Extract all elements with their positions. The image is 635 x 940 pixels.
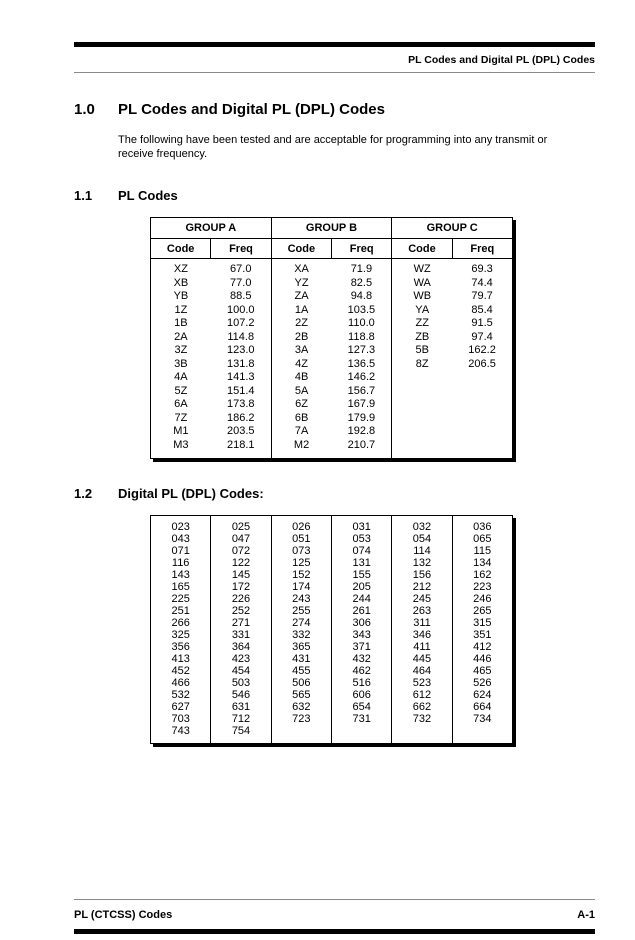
- dpl-code-cell: 712: [211, 713, 271, 725]
- section-1-title: PL Codes and Digital PL (DPL) Codes: [118, 101, 385, 118]
- freq-cell: 74.4: [471, 276, 493, 289]
- table-row: [151, 653, 513, 665]
- dpl-code-cell: 632: [271, 701, 331, 713]
- table-row: [151, 533, 513, 545]
- code-cell: 6A: [174, 398, 188, 410]
- table-row: [151, 641, 513, 653]
- footer-rule-thin: [74, 899, 595, 900]
- code-cell: M3: [173, 438, 189, 451]
- table-row: [151, 398, 513, 412]
- dpl-code-cell: 331: [211, 629, 271, 641]
- code-cell: 6B: [271, 412, 331, 426]
- dpl-code-cell: 165: [171, 581, 190, 593]
- pl-codes-table: [150, 217, 513, 459]
- document-page: [0, 42, 635, 940]
- dpl-code-cell: 065: [452, 533, 512, 545]
- dpl-code-cell: 212: [392, 581, 452, 593]
- dpl-code-cell: 703: [171, 713, 190, 725]
- freq-cell: 151.4: [226, 384, 255, 397]
- dpl-code-cell: 654: [331, 701, 391, 713]
- dpl-code-cell: 454: [211, 665, 271, 677]
- code-cell: WB: [392, 290, 452, 304]
- dpl-code-cell: 351: [452, 629, 512, 641]
- dpl-code-cell: 072: [211, 545, 271, 557]
- code-cell: M2: [271, 439, 331, 459]
- dpl-code-cell: 546: [211, 689, 271, 701]
- dpl-code-cell: 152: [271, 569, 331, 581]
- code-cell: [392, 439, 452, 459]
- dpl-code-cell: 431: [271, 653, 331, 665]
- group-header: GROUP C: [392, 218, 513, 239]
- column-header: Freq: [452, 239, 512, 259]
- code-cell: ZZ: [392, 317, 452, 331]
- code-cell: 4B: [271, 371, 331, 385]
- dpl-code-cell: 251: [171, 605, 190, 617]
- dpl-code-cell: 452: [171, 665, 190, 677]
- dpl-code-cell: 432: [331, 653, 391, 665]
- code-cell: ZB: [392, 331, 452, 345]
- freq-cell: 114.8: [227, 330, 255, 343]
- dpl-code-cell: 226: [211, 593, 271, 605]
- table-row: [151, 385, 513, 399]
- dpl-code-cell: 413: [171, 653, 190, 665]
- column-header: Code: [392, 239, 452, 259]
- code-cell: YZ: [271, 277, 331, 291]
- dpl-code-cell: 734: [452, 713, 512, 725]
- dpl-code-cell: 143: [171, 569, 190, 581]
- table-row: [151, 593, 513, 605]
- table-row: [151, 516, 513, 534]
- dpl-code-cell: [452, 725, 512, 744]
- footer-rule-thick: [74, 929, 595, 934]
- dpl-code-cell: 523: [392, 677, 452, 689]
- column-header: Freq: [331, 239, 391, 259]
- code-cell: 5B: [392, 344, 452, 358]
- dpl-code-cell: 365: [271, 641, 331, 653]
- freq-cell: 67.0: [230, 263, 252, 275]
- dpl-code-cell: 506: [271, 677, 331, 689]
- dpl-code-cell: 423: [211, 653, 271, 665]
- dpl-code-cell: 145: [211, 569, 271, 581]
- dpl-code-cell: 446: [452, 653, 512, 665]
- code-cell: 4A: [174, 371, 188, 383]
- freq-cell: 127.3: [347, 344, 376, 356]
- dpl-code-cell: 205: [331, 581, 391, 593]
- dpl-code-cell: 023: [171, 521, 190, 533]
- footer-title: PL (CTCSS) Codes: [74, 909, 173, 921]
- code-cell: 6Z: [271, 398, 331, 412]
- dpl-code-cell: 036: [452, 516, 512, 534]
- running-header: PL Codes and Digital PL (DPL) Codes: [408, 54, 595, 66]
- dpl-code-cell: 462: [331, 665, 391, 677]
- dpl-code-cell: 255: [271, 605, 331, 617]
- code-cell: [392, 398, 452, 412]
- freq-cell: [452, 412, 512, 426]
- table-row: [151, 713, 513, 725]
- dpl-code-cell: 731: [331, 713, 391, 725]
- dpl-code-cell: 315: [452, 617, 512, 629]
- group-header: GROUP B: [271, 218, 392, 239]
- dpl-code-cell: 332: [271, 629, 331, 641]
- table-row: [151, 545, 513, 557]
- dpl-code-cell: 662: [392, 701, 452, 713]
- dpl-code-cell: 054: [392, 533, 452, 545]
- dpl-code-cell: 503: [211, 677, 271, 689]
- freq-cell: 162.2: [468, 344, 496, 356]
- freq-cell: 146.2: [347, 371, 376, 383]
- code-cell: 4Z: [271, 358, 331, 372]
- code-cell: YB: [173, 290, 189, 302]
- freq-cell: 69.3: [471, 263, 493, 275]
- freq-cell: 79.7: [471, 290, 493, 302]
- table-row: [151, 259, 513, 277]
- dpl-code-cell: 261: [331, 605, 391, 617]
- dpl-code-cell: 325: [171, 629, 190, 641]
- freq-cell: 179.9: [347, 411, 376, 424]
- freq-cell: 107.2: [226, 317, 255, 329]
- dpl-code-cell: 371: [331, 641, 391, 653]
- code-cell: 3A: [271, 344, 331, 358]
- dpl-code-cell: 252: [211, 605, 271, 617]
- section-1-1-title: PL Codes: [118, 188, 178, 203]
- dpl-code-cell: 174: [271, 581, 331, 593]
- section-1-2-heading: [74, 486, 595, 501]
- dpl-codes-table: [150, 515, 513, 744]
- freq-cell: 141.3: [226, 371, 255, 383]
- dpl-code-cell: 025: [211, 516, 271, 534]
- column-header: Code: [151, 239, 211, 259]
- dpl-code-cell: 306: [331, 617, 391, 629]
- table-row: [151, 677, 513, 689]
- freq-cell: 91.5: [471, 317, 493, 329]
- table-row: [151, 277, 513, 291]
- page-number: A-1: [577, 909, 595, 921]
- dpl-code-cell: 631: [211, 701, 271, 713]
- table-row: [151, 605, 513, 617]
- dpl-code-cell: 723: [271, 713, 331, 725]
- freq-cell: [452, 385, 512, 399]
- dpl-code-cell: 263: [392, 605, 452, 617]
- dpl-code-cell: 162: [452, 569, 512, 581]
- code-cell: 7A: [271, 425, 331, 439]
- dpl-code-cell: 245: [392, 593, 452, 605]
- freq-cell: 131.8: [226, 357, 255, 370]
- dpl-code-cell: 122: [211, 557, 271, 569]
- dpl-code-cell: 445: [392, 653, 452, 665]
- dpl-code-cell: 343: [331, 629, 391, 641]
- table-row: [151, 304, 513, 318]
- freq-cell: 218.1: [226, 438, 255, 451]
- dpl-code-cell: 074: [331, 545, 391, 557]
- dpl-code-cell: 627: [171, 701, 190, 713]
- table-row: [151, 344, 513, 358]
- dpl-code-cell: 026: [271, 516, 331, 534]
- freq-cell: 103.5: [347, 303, 376, 316]
- table-row: [151, 629, 513, 641]
- dpl-code-cell: 311: [392, 617, 452, 629]
- freq-cell: 192.8: [347, 425, 376, 437]
- dpl-code-cell: 073: [271, 545, 331, 557]
- dpl-code-cell: 043: [171, 533, 190, 545]
- code-cell: 1A: [271, 304, 331, 318]
- table-row: [151, 371, 513, 385]
- group-header: GROUP A: [151, 218, 272, 239]
- freq-cell: [452, 371, 512, 385]
- column-header: Freq: [211, 239, 271, 259]
- code-cell: ZA: [271, 290, 331, 304]
- freq-cell: [452, 425, 512, 439]
- header-rule-thick: [74, 42, 595, 47]
- dpl-code-cell: 031: [331, 516, 391, 534]
- dpl-codes-table-container: [150, 515, 595, 744]
- pl-codes-table-body: [151, 259, 513, 459]
- dpl-code-cell: 047: [211, 533, 271, 545]
- freq-cell: 173.8: [226, 398, 255, 410]
- table-row: [151, 689, 513, 701]
- code-cell: 8Z: [392, 358, 452, 372]
- dpl-code-cell: 225: [171, 593, 190, 605]
- code-cell: WA: [392, 277, 452, 291]
- code-cell: 7Z: [174, 411, 188, 424]
- dpl-code-cell: [331, 725, 391, 744]
- freq-cell: 82.5: [350, 276, 373, 289]
- dpl-code-cell: 132: [392, 557, 452, 569]
- table-row: [151, 425, 513, 439]
- dpl-code-cell: 412: [452, 641, 512, 653]
- dpl-code-cell: 565: [271, 689, 331, 701]
- freq-cell: 88.5: [230, 290, 252, 302]
- dpl-code-cell: 624: [452, 689, 512, 701]
- code-cell: 2Z: [271, 317, 331, 331]
- freq-cell: 85.4: [471, 303, 493, 316]
- table-row: [151, 701, 513, 713]
- dpl-code-cell: 053: [331, 533, 391, 545]
- freq-cell: 77.0: [230, 276, 252, 289]
- dpl-code-cell: 411: [392, 641, 452, 653]
- code-cell: 3Z: [174, 344, 188, 356]
- table-row: [151, 557, 513, 569]
- table-row: [151, 331, 513, 345]
- freq-cell: 203.5: [226, 425, 255, 437]
- code-cell: [392, 412, 452, 426]
- table-row: [151, 317, 513, 331]
- freq-cell: 97.4: [471, 330, 493, 343]
- code-cell: 2B: [271, 331, 331, 345]
- dpl-code-cell: 131: [331, 557, 391, 569]
- code-cell: 3B: [174, 357, 188, 370]
- table-row: [151, 290, 513, 304]
- dpl-codes-table-body: [151, 516, 513, 744]
- freq-cell: 167.9: [347, 398, 376, 410]
- table-row: [151, 569, 513, 581]
- freq-cell: [452, 398, 512, 412]
- dpl-code-cell: 612: [392, 689, 452, 701]
- intro-paragraph: The following have been tested and are acceptable for programming into any transmit or receive frequency.: [118, 134, 548, 160]
- freq-cell: 71.9: [350, 263, 373, 275]
- dpl-code-cell: 134: [452, 557, 512, 569]
- section-1-1-heading: [74, 188, 595, 203]
- code-cell: XA: [271, 259, 331, 277]
- dpl-code-cell: 364: [211, 641, 271, 653]
- section-1-2-number: 1.2: [74, 486, 93, 501]
- section-1-number: 1.0: [74, 101, 95, 118]
- dpl-code-cell: [392, 725, 452, 744]
- code-cell: [392, 371, 452, 385]
- freq-cell: 110.0: [348, 317, 375, 329]
- table-row: [151, 617, 513, 629]
- freq-cell: 100.0: [226, 303, 255, 316]
- freq-cell: 206.5: [468, 357, 496, 370]
- code-cell: WZ: [392, 259, 452, 277]
- code-cell: 2A: [174, 330, 188, 343]
- table-row: [151, 665, 513, 677]
- freq-cell: 186.2: [226, 411, 255, 424]
- dpl-code-cell: 125: [271, 557, 331, 569]
- page-footer: [74, 899, 595, 934]
- freq-cell: 210.7: [347, 438, 376, 451]
- dpl-code-cell: 156: [392, 569, 452, 581]
- dpl-code-cell: 532: [171, 689, 190, 701]
- section-1-heading: [74, 101, 595, 118]
- table-row: [151, 581, 513, 593]
- freq-cell: 156.7: [347, 384, 376, 397]
- column-header: Code: [271, 239, 331, 259]
- dpl-code-cell: 155: [331, 569, 391, 581]
- dpl-code-cell: [271, 725, 331, 744]
- code-cell: [392, 385, 452, 399]
- code-cell: XB: [173, 276, 189, 289]
- table-row: [151, 725, 513, 744]
- code-cell: YA: [392, 304, 452, 318]
- dpl-code-cell: 114: [392, 545, 452, 557]
- dpl-code-cell: 346: [392, 629, 452, 641]
- header-rule-thin: [74, 72, 595, 73]
- freq-cell: 136.5: [347, 357, 376, 370]
- dpl-code-cell: 032: [392, 516, 452, 534]
- table-row: [151, 358, 513, 372]
- dpl-code-cell: 266: [171, 617, 190, 629]
- dpl-code-cell: 516: [331, 677, 391, 689]
- freq-cell: 123.0: [226, 344, 255, 356]
- dpl-code-cell: 244: [331, 593, 391, 605]
- dpl-code-cell: 274: [271, 617, 331, 629]
- dpl-code-cell: 223: [452, 581, 512, 593]
- dpl-code-cell: 743: [171, 725, 190, 737]
- dpl-code-cell: 271: [211, 617, 271, 629]
- code-cell: XZ: [173, 263, 188, 275]
- dpl-code-cell: 172: [211, 581, 271, 593]
- dpl-code-cell: 356: [171, 641, 190, 653]
- code-cell: 1Z: [174, 303, 188, 316]
- dpl-code-cell: 246: [452, 593, 512, 605]
- table-row: [151, 439, 513, 459]
- code-cell: [392, 425, 452, 439]
- dpl-code-cell: 464: [392, 665, 452, 677]
- dpl-code-cell: 071: [171, 545, 190, 557]
- code-cell: 1B: [174, 317, 188, 329]
- dpl-code-cell: 116: [171, 557, 190, 569]
- section-1-2-title: Digital PL (DPL) Codes:: [118, 486, 264, 501]
- dpl-code-cell: 243: [271, 593, 331, 605]
- dpl-code-cell: 732: [392, 713, 452, 725]
- dpl-code-cell: 051: [271, 533, 331, 545]
- dpl-code-cell: 606: [331, 689, 391, 701]
- pl-codes-table-container: [150, 217, 595, 459]
- table-row: [151, 412, 513, 426]
- code-cell: M1: [173, 425, 189, 437]
- code-cell: 5Z: [174, 384, 188, 397]
- dpl-code-cell: 115: [452, 545, 512, 557]
- freq-cell: 94.8: [350, 290, 373, 302]
- freq-cell: [452, 439, 512, 459]
- dpl-code-cell: 465: [452, 665, 512, 677]
- dpl-code-cell: 455: [271, 665, 331, 677]
- dpl-code-cell: 265: [452, 605, 512, 617]
- dpl-code-cell: 526: [452, 677, 512, 689]
- dpl-code-cell: 664: [452, 701, 512, 713]
- freq-cell: 118.8: [348, 330, 375, 343]
- section-1-1-number: 1.1: [74, 188, 93, 203]
- dpl-code-cell: 466: [171, 677, 190, 689]
- dpl-code-cell: 754: [211, 725, 271, 744]
- pl-codes-table-header: [151, 218, 513, 259]
- code-cell: 5A: [271, 385, 331, 399]
